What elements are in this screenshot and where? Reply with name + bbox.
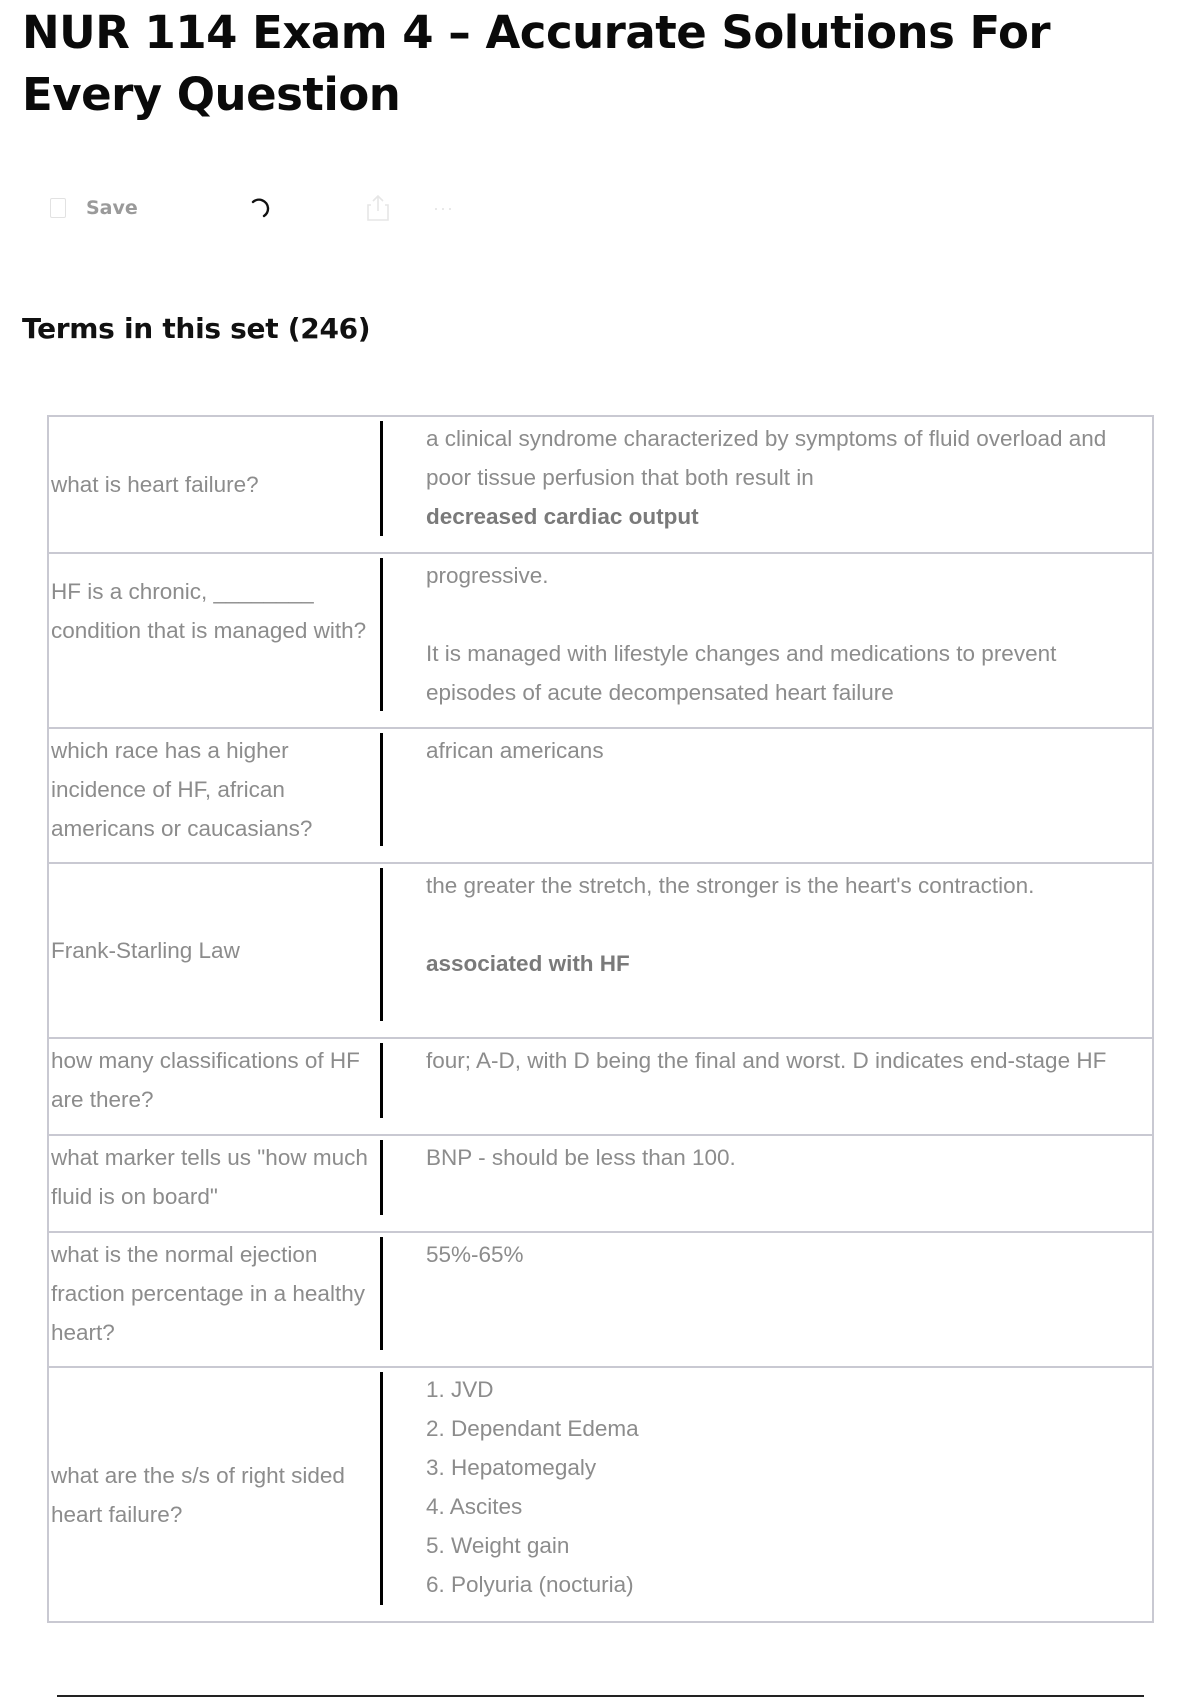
- definition-text: [379, 864, 1152, 1037]
- toolbar: [50, 188, 510, 228]
- terms-heading: Terms in this set (246): [22, 312, 371, 345]
- term-text: [49, 1368, 379, 1621]
- term-text: [49, 1039, 379, 1134]
- table-row[interactable]: [49, 1231, 1152, 1366]
- table-row[interactable]: [49, 417, 1152, 552]
- term-label: what is the normal ejection fraction percentage in a healthy heart?: [51, 1242, 365, 1345]
- column-divider: [380, 1372, 383, 1605]
- save-button[interactable]: [50, 188, 138, 228]
- definition-emphasis: associated with HF: [426, 951, 630, 976]
- definition-line: a clinical syndrome characterized by symptoms of fluid overload and poor tissue perfusion that both result in: [426, 426, 1107, 490]
- definition-line: 55%-65%: [426, 1242, 524, 1267]
- table-row[interactable]: [49, 1134, 1152, 1231]
- definition-line: 6. Polyuria (nocturia): [426, 1572, 634, 1597]
- column-divider: [380, 1140, 383, 1215]
- term-label: what are the s/s of right sided heart failure?: [51, 1462, 345, 1527]
- definition-line: 4. Ascites: [426, 1494, 523, 1519]
- table-row[interactable]: [49, 552, 1152, 727]
- divider: [57, 1695, 1144, 1697]
- page-title: NUR 114 Exam 4 – Accurate Solutions For Every Question: [22, 6, 1051, 121]
- table-row[interactable]: [49, 862, 1152, 1037]
- term-label: which race has a higher incidence of HF, african americans or caucasians?: [51, 738, 313, 841]
- column-divider: [380, 1043, 383, 1118]
- term-label: what marker tells us "how much fluid is on board": [51, 1145, 368, 1209]
- definition-line: african americans: [426, 738, 604, 763]
- definition-line: 3. Hepatomegaly: [426, 1455, 597, 1480]
- definition-emphasis: decreased cardiac output: [426, 504, 699, 529]
- definition-text: [379, 1233, 1152, 1366]
- line-gap: [426, 905, 1152, 944]
- definition-line: BNP - should be less than 100.: [426, 1145, 736, 1170]
- line-gap: [426, 595, 1152, 634]
- spinner-icon: [245, 188, 275, 228]
- term-label: how many classifications of HF are there?: [51, 1048, 360, 1112]
- term-text: [49, 554, 379, 727]
- definition-text: [379, 1039, 1152, 1134]
- more-icon[interactable]: ···: [433, 197, 454, 218]
- term-text: [49, 1136, 379, 1231]
- table-row[interactable]: [49, 727, 1152, 862]
- term-text: [49, 729, 379, 862]
- term-text: [49, 417, 379, 552]
- definition-line: the greater the stretch, the stronger is the heart's contraction.: [426, 873, 1035, 898]
- definition-line: four; A-D, with D being the final and worst. D indicates end-stage HF: [426, 1048, 1107, 1073]
- definition-line: 5. Weight gain: [426, 1533, 570, 1558]
- definition-text: [379, 417, 1152, 552]
- definition-text: [379, 729, 1152, 862]
- definition-text: [379, 1368, 1152, 1621]
- terms-table: [47, 415, 1154, 1623]
- table-row[interactable]: [49, 1037, 1152, 1134]
- save-label: Save: [86, 197, 138, 219]
- definition-line: It is managed with lifestyle changes and medications to prevent episodes of acute decompensated heart failure: [426, 641, 1057, 705]
- definition-text: [379, 554, 1152, 727]
- bookmark-icon: [50, 198, 66, 218]
- term-label: what is heart failure?: [51, 472, 259, 497]
- column-divider: [380, 868, 383, 1021]
- definition-text: [379, 1136, 1152, 1231]
- share-icon[interactable]: [365, 188, 391, 228]
- term-label: Frank-Starling Law: [51, 938, 240, 963]
- term-text: [49, 864, 379, 1037]
- table-row[interactable]: [49, 1366, 1152, 1621]
- definition-line: 2. Dependant Edema: [426, 1416, 639, 1441]
- column-divider: [380, 558, 383, 711]
- term-text: [49, 1233, 379, 1366]
- column-divider: [380, 733, 383, 846]
- definition-line: 1. JVD: [426, 1377, 494, 1402]
- definition-line: progressive.: [426, 563, 549, 588]
- term-label: HF is a chronic, ________ condition that is managed with?: [51, 579, 367, 643]
- column-divider: [380, 421, 383, 536]
- column-divider: [380, 1237, 383, 1350]
